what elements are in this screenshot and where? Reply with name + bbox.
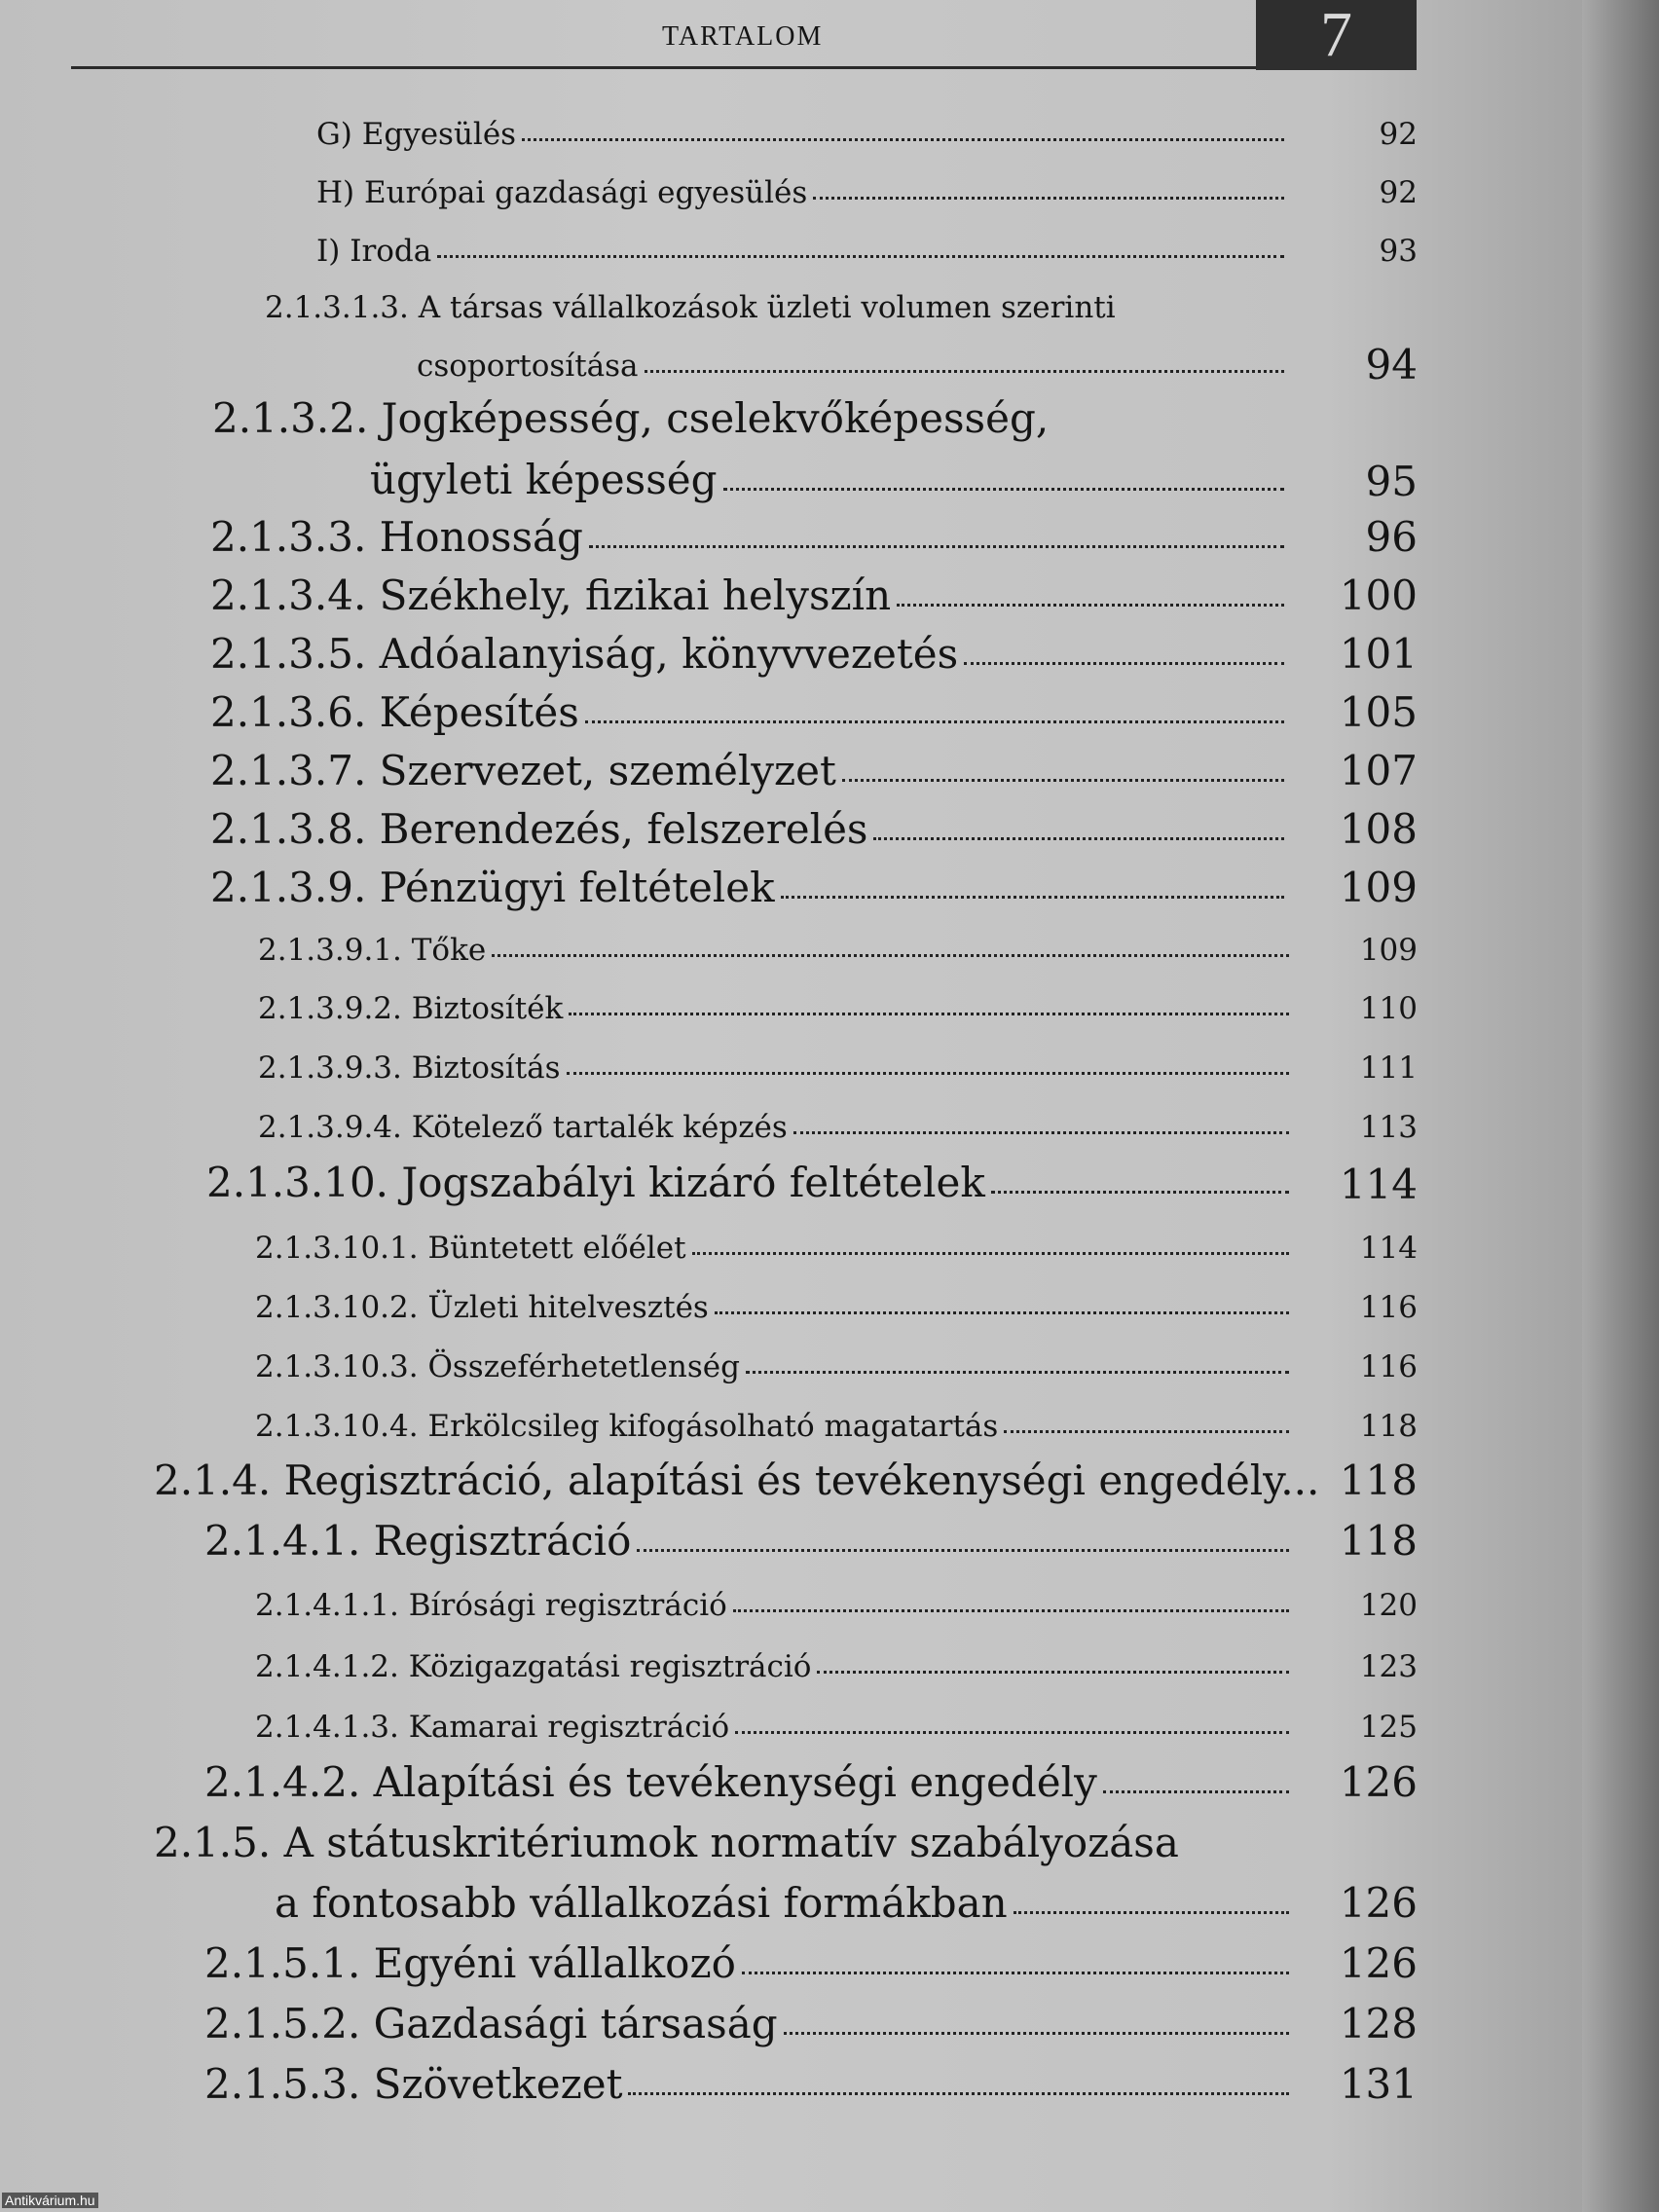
toc-page-number: 94 bbox=[1365, 341, 1418, 388]
leader-dots bbox=[735, 1731, 1289, 1734]
toc-page-number: 131 bbox=[1339, 2060, 1418, 2108]
toc-entry: 2.1.3.10.2. Üzleti hitelvesztés bbox=[255, 1290, 1295, 1325]
toc-entry: I) Iroda bbox=[316, 234, 1290, 269]
toc-page-number: 118 bbox=[1339, 1456, 1418, 1504]
toc-page-number: 126 bbox=[1339, 1879, 1418, 1927]
page-edge-shadow bbox=[1582, 0, 1659, 2212]
leader-dots bbox=[637, 1549, 1289, 1552]
leader-dots bbox=[522, 138, 1284, 141]
toc-page-number: 107 bbox=[1339, 747, 1418, 794]
leader-dots bbox=[585, 720, 1284, 723]
leader-dots bbox=[817, 1671, 1289, 1674]
toc-page-number: 93 bbox=[1379, 234, 1418, 269]
toc-page-number: 116 bbox=[1359, 1349, 1418, 1384]
toc-page-number: 123 bbox=[1359, 1649, 1418, 1684]
toc-page-number: 100 bbox=[1339, 571, 1418, 619]
toc-entry: 2.1.3.8. Berendezés, felszerelés bbox=[210, 805, 1290, 853]
leader-dots bbox=[873, 837, 1284, 840]
toc-entry: 2.1.3.10. Jogszabályi kizáró feltételek bbox=[206, 1159, 1295, 1206]
toc-page-number: 126 bbox=[1339, 1758, 1418, 1806]
leader-dots bbox=[733, 1609, 1289, 1612]
leader-dots bbox=[692, 1252, 1289, 1255]
toc-entry-continuation: csoportosítása bbox=[417, 349, 1290, 384]
page-number-box bbox=[1256, 0, 1417, 70]
toc-entry: 2.1.3.10.4. Erkölcsileg kifogásolható magatartás bbox=[255, 1409, 1295, 1444]
leader-dots bbox=[991, 1191, 1289, 1194]
toc-page-number: 126 bbox=[1339, 1939, 1418, 1987]
toc-entry: G) Egyesülés bbox=[316, 117, 1290, 152]
toc-entry: 2.1.5.2. Gazdasági társaság bbox=[204, 2000, 1295, 2047]
leader-dots bbox=[1014, 1911, 1289, 1914]
running-header: TARTALOM bbox=[662, 21, 824, 52]
toc-entry-continuation: ügyleti képesség bbox=[370, 456, 1290, 503]
toc-entry-continuation: a fontosabb vállalkozási formákban bbox=[275, 1879, 1295, 1927]
toc-page-number: 92 bbox=[1379, 175, 1418, 210]
leader-dots bbox=[793, 1131, 1289, 1134]
leader-dots bbox=[589, 545, 1284, 548]
leader-dots bbox=[492, 954, 1289, 957]
toc-entry: 2.1.3.9.1. Tőke bbox=[258, 933, 1295, 968]
toc-entry: 2.1.3.4. Székhely, fizikai helyszín bbox=[210, 571, 1290, 619]
toc-entry: 2.1.5.3. Szövetkezet bbox=[204, 2060, 1295, 2108]
toc-page-number: 101 bbox=[1339, 630, 1418, 678]
leader-dots bbox=[567, 1072, 1289, 1075]
toc-entry: 2.1.3.3. Honosság bbox=[210, 513, 1290, 561]
toc-entry: 2.1.4. Regisztráció, alapítási és tevékenységi engedély... bbox=[154, 1456, 1320, 1504]
toc-entry: 2.1.4.1.1. Bírósági regisztráció bbox=[255, 1588, 1295, 1623]
toc-entry: H) Európai gazdasági egyesülés bbox=[316, 175, 1290, 210]
toc-page-number: 120 bbox=[1359, 1588, 1418, 1623]
leader-dots bbox=[813, 197, 1284, 200]
toc-entry: 2.1.4.1.3. Kamarai regisztráció bbox=[255, 1710, 1295, 1745]
toc-entry: 2.1.3.6. Képesítés bbox=[210, 688, 1290, 736]
toc-page-number: 125 bbox=[1359, 1710, 1418, 1745]
leader-dots bbox=[437, 255, 1284, 258]
toc-entry: 2.1.4.2. Alapítási és tevékenységi engedély bbox=[204, 1758, 1295, 1806]
leader-dots bbox=[628, 2092, 1289, 2095]
toc-entry: 2.1.3.2. Jogképesség, cselekvőképesség, bbox=[212, 394, 1050, 442]
toc-entry: 2.1.3.9.2. Biztosíték bbox=[258, 991, 1295, 1026]
toc-entry: 2.1.3.7. Szervezet, személyzet bbox=[210, 747, 1290, 794]
page-number: 7 bbox=[1320, 0, 1352, 70]
toc-page-number: 118 bbox=[1339, 1517, 1418, 1565]
leader-dots bbox=[964, 662, 1284, 665]
leader-dots bbox=[781, 896, 1284, 899]
toc-entry: 2.1.3.9. Pénzügyi feltételek bbox=[210, 864, 1290, 911]
toc-page-number: 111 bbox=[1359, 1051, 1418, 1086]
toc-entry: 2.1.3.10.3. Összeférhetetlenség bbox=[255, 1349, 1295, 1384]
toc-entry: 2.1.3.5. Adóalanyiság, könyvvezetés bbox=[210, 630, 1290, 678]
toc-page-number: 95 bbox=[1365, 458, 1418, 505]
toc-entry: 2.1.3.9.4. Kötelező tartalék képzés bbox=[258, 1110, 1295, 1145]
toc-page-number: 109 bbox=[1359, 933, 1418, 968]
leader-dots bbox=[715, 1311, 1289, 1314]
watermark: Antikvárium.hu bbox=[2, 2193, 98, 2208]
leader-dots bbox=[784, 2032, 1289, 2035]
toc-entry: 2.1.5. A státuskritériumok normatív szabályozása bbox=[154, 1819, 1179, 1866]
leader-dots bbox=[1103, 1790, 1289, 1793]
leader-dots bbox=[569, 1013, 1289, 1015]
leader-dots bbox=[723, 488, 1284, 491]
leader-dots bbox=[746, 1371, 1289, 1374]
toc-entry: 2.1.4.1.2. Közigazgatási regisztráció bbox=[255, 1649, 1295, 1684]
toc-entry: 2.1.5.1. Egyéni vállalkozó bbox=[204, 1939, 1295, 1987]
toc-page-number: 113 bbox=[1359, 1110, 1418, 1145]
toc-page-number: 96 bbox=[1365, 513, 1418, 561]
header-rule bbox=[71, 66, 1259, 69]
toc-page-number: 128 bbox=[1339, 2000, 1418, 2047]
toc-page-number: 105 bbox=[1339, 688, 1418, 736]
toc-page-number: 114 bbox=[1359, 1231, 1418, 1266]
toc-page-number: 116 bbox=[1359, 1290, 1418, 1325]
leader-dots bbox=[742, 1972, 1289, 1974]
toc-entry: 2.1.3.1.3. A társas vállalkozások üzleti volumen szerinti bbox=[265, 290, 1116, 325]
toc-page-number: 118 bbox=[1359, 1409, 1418, 1444]
toc-page-number: 108 bbox=[1339, 805, 1418, 853]
leader-dots bbox=[1004, 1430, 1289, 1433]
leader-dots bbox=[842, 779, 1284, 782]
toc-page-number: 92 bbox=[1379, 117, 1418, 152]
toc-page-number: 110 bbox=[1359, 991, 1418, 1026]
toc-entry: 2.1.3.9.3. Biztosítás bbox=[258, 1051, 1295, 1086]
toc-entry: 2.1.4.1. Regisztráció bbox=[204, 1517, 1295, 1565]
toc-page-number: 109 bbox=[1339, 864, 1418, 911]
toc-page-number: 114 bbox=[1339, 1161, 1418, 1208]
toc-entry: 2.1.3.10.1. Büntetett előélet bbox=[255, 1231, 1295, 1266]
leader-dots bbox=[897, 604, 1284, 607]
leader-dots bbox=[645, 370, 1284, 373]
